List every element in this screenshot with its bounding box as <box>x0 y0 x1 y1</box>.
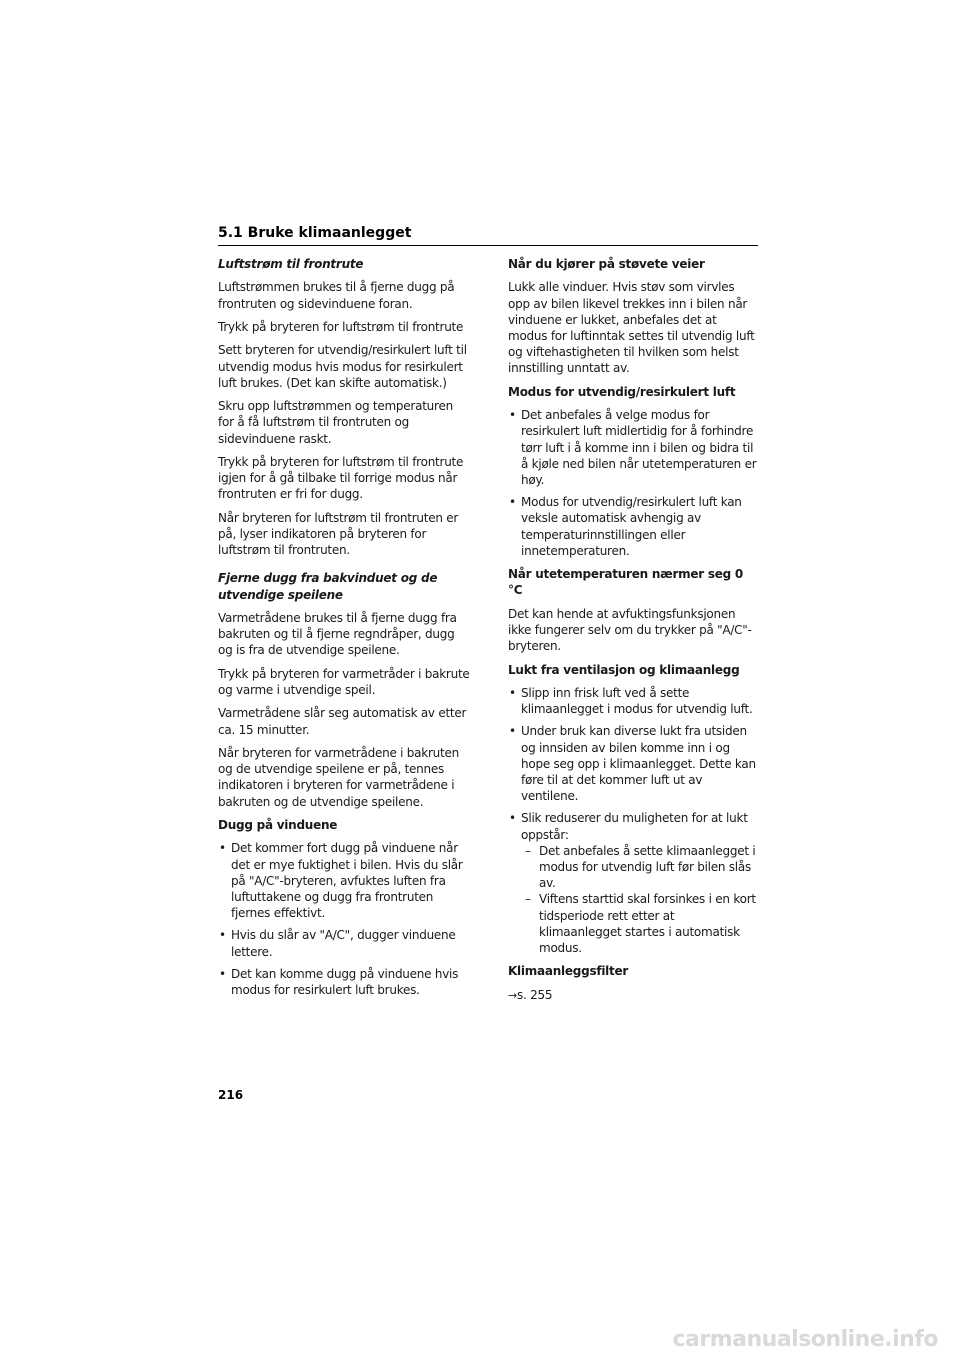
paragraph: Trykk på bryteren for luftstrøm til frontrute igjen for å gå tilbake til forrige modus når frontruten er fri for dugg. <box>218 454 464 502</box>
bullet-list <box>508 407 758 559</box>
list-item: • Slipp inn frisk luft ved å sette klimaanlegget i modus for utvendig luft. <box>508 685 758 717</box>
sub-list <box>525 843 758 956</box>
list-item: • Det kommer fort dugg på vinduene når det er mye fuktighet i bilen. Hvis du slår på "A/C"-bryteren, avfuktes luften fra luftuttakene og dugg fra frontruten fjernes effektivt. <box>218 840 470 921</box>
left-column <box>218 256 470 1005</box>
heading-klimaanleggsfilter: Klimaanleggsfilter <box>508 964 629 979</box>
paragraph: Sett bryteren for utvendig/resirkulert luft til utvendig modus hvis modus for resirkulert luft brukes. (Det kan skifte automatisk.) <box>218 343 467 390</box>
list-item <box>508 810 758 956</box>
list-item: • Hvis du slår av "A/C", dugger vinduene lettere. <box>218 927 470 959</box>
page-reference[interactable] <box>508 987 758 1004</box>
arrow-right-icon: → <box>508 988 517 1002</box>
right-column <box>508 256 758 1011</box>
sub-list-item: – Det anbefales å sette klimaanlegget i modus for utvendig luft før bilen slås av. <box>525 843 758 892</box>
heading-utetemperatur: Når utetemperaturen nærmer seg 0 °C <box>508 567 744 598</box>
paragraph: Varmetrådene slår seg automatisk av etter ca. 15 minutter. <box>218 706 467 737</box>
list-item-text: Slik reduserer du muligheten for at lukt oppstår: <box>521 811 748 842</box>
bullet-list <box>508 685 758 956</box>
watermark: carmanualsonline.info <box>672 1327 938 1352</box>
paragraph: Luftstrømmen brukes til å fjerne dugg på frontruten og sidevinduene foran. <box>218 280 455 311</box>
paragraph: Når bryteren for luftstrøm til frontruten er på, lyser indikatoren på bryteren for luftstrøm til frontruten. <box>218 510 459 558</box>
list-item: • Under bruk kan diverse lukt fra utsiden og innsiden av bilen komme inn i og hope seg opp i klimaanlegget. Dette kan føre til at det kommer luft ut av ventilene. <box>508 723 758 804</box>
heading-lukt: Lukt fra ventilasjon og klimaanlegg <box>508 662 740 677</box>
paragraph: Når bryteren for varmetrådene i bakruten og de utvendige speilene er på, tennes indikatoren i bryteren for varmetrådene i bakruten og de utvendige speilene. <box>218 745 459 809</box>
list-item: • Det kan komme dugg på vinduene hvis modus for resirkulert luft brukes. <box>218 966 470 998</box>
heading-dugg-pa-vinduene: Dugg på vinduene <box>218 817 338 832</box>
paragraph: Trykk på bryteren for varmetråder i bakrute og varme i utvendige speil. <box>218 666 470 697</box>
paragraph: Varmetrådene brukes til å fjerne dugg fra bakruten og til å fjerne regndråper, dugg og is fra de utvendige speilene. <box>218 610 457 658</box>
paragraph: Lukk alle vinduer. Hvis støv som virvles opp av bilen likevel trekkes inn i bilen når vinduene er lukket, anbefales det at modus for luftinntak settes til utvendig luft og viftehastigheten til hvilken som helst innstilling unntatt av. <box>508 280 755 376</box>
list-item: • Det anbefales å velge modus for resirkulert luft midlertidig for å forhindre tørr luft i å komme inn i bilen og bidra til å kjøle ned bilen når utetemperaturen er høy. <box>508 407 758 488</box>
list-item: • Modus for utvendig/resirkulert luft kan veksle automatisk avhengig av temperaturinnstillingen eller innetemperaturen. <box>508 494 758 559</box>
paragraph: Trykk på bryteren for luftstrøm til frontrute <box>218 319 464 334</box>
bullet-list <box>218 840 470 998</box>
section-header: 5.1 Bruke klimaanlegget <box>218 224 758 246</box>
paragraph: Det kan hende at avfuktingsfunksjonen ikke fungerer selv om du trykker på "A/C"-bryteren. <box>508 606 752 654</box>
heading-utvendig-resirkulert: Modus for utvendig/resirkulert luft <box>508 384 736 399</box>
heading-stovete-veier: Når du kjører på støvete veier <box>508 257 705 271</box>
sub-list-item: – Viftens starttid skal forsinkes i en kort tidsperiode rett etter at klimaanlegget startes i automatisk modus. <box>525 891 758 956</box>
page-reference-text[interactable]: s. 255 <box>516 987 553 1002</box>
page-number: 216 <box>218 1088 244 1102</box>
heading-fjerne-dugg: Fjerne dugg fra bakvinduet og de utvendige speilene <box>218 571 438 602</box>
paragraph: Skru opp luftstrømmen og temperaturen for å få luftstrøm til frontruten og sidevinduene raskt. <box>218 399 453 446</box>
heading-luftstrom-frontrute: Luftstrøm til frontrute <box>218 257 364 271</box>
